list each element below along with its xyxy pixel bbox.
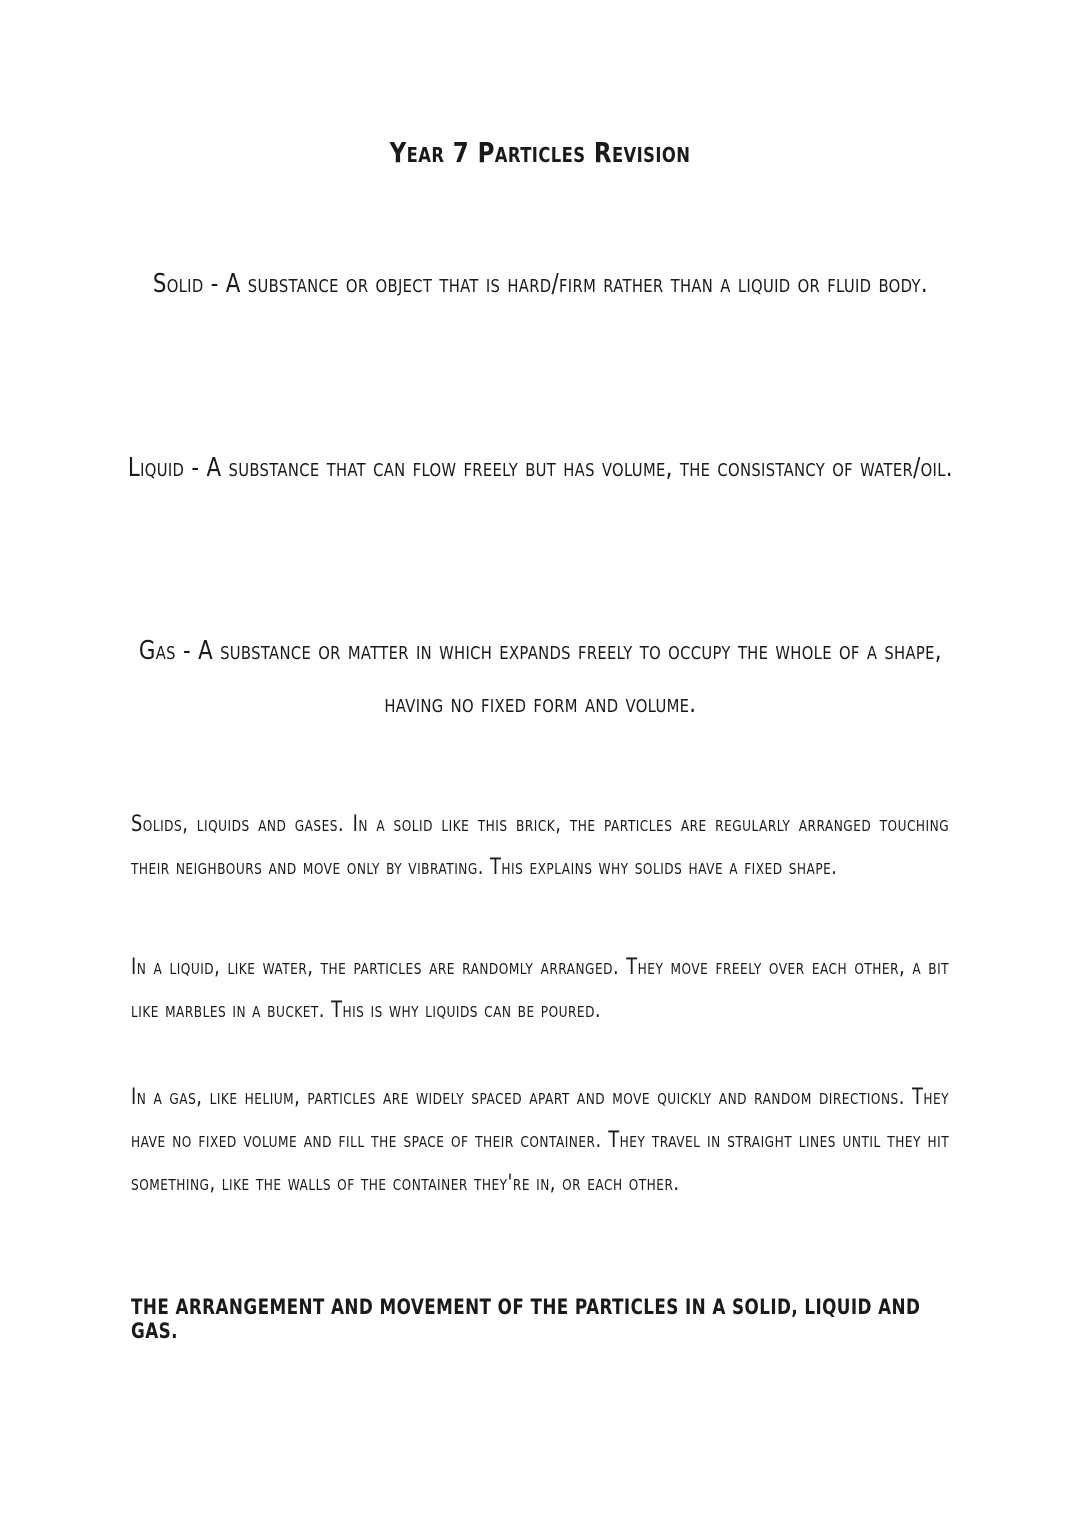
section-caption: THE ARRANGEMENT AND MOVEMENT OF THE PARTICLES IN A SOLID, LIQUID AND GAS. <box>131 1295 921 1343</box>
definition-liquid <box>120 442 960 495</box>
definition-gas-text: Gas - A substance or matter in which expands freely to occupy the whole of a shape, having no fixed form and volume. <box>138 636 942 719</box>
page-title: Year 7 Particles Revision <box>389 136 691 169</box>
definition-gas <box>120 625 960 731</box>
paragraph-solids: Solids, liquids and gases. In a solid like this brick, the particles are regularly arranged touching their neighbours and move only by vibrating. This explains why solids have a fixed shape. <box>131 812 950 880</box>
definition-solid-text: Solid - A substance or object that is hard/firm rather than a liquid or fluid body. <box>152 269 928 299</box>
definition-solid <box>120 258 960 311</box>
paragraph-gases: In a gas, like helium, particles are widely spaced apart and move quickly and random directions. They have no fixed volume and fill the space of their container. They travel in straight lines until they hit something, like the walls of the container they're in, or each other. <box>131 1085 950 1196</box>
paragraph-liquids: In a liquid, like water, the particles are randomly arranged. They move freely over each other, a bit like marbles in a bucket. This is why liquids can be poured. <box>131 955 950 1023</box>
definition-liquid-text: Liquid - A substance that can flow freely but has volume, the consistancy of water/oil. <box>127 453 953 483</box>
